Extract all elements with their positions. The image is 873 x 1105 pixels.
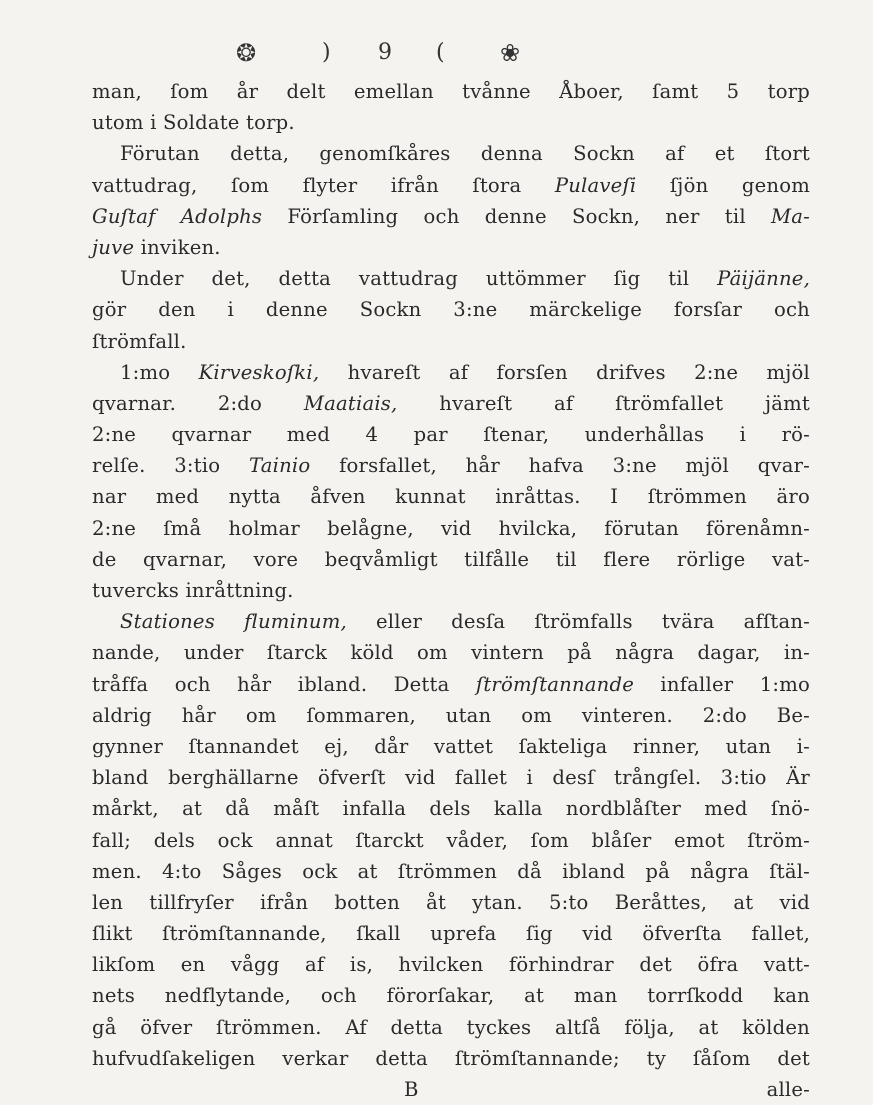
text-line (92, 918, 810, 949)
italic-text: Päijänne, (717, 267, 810, 291)
italic-text: Maatiais, (303, 391, 398, 415)
text-run: vattudrag, ſom flyter ifrån ſtora (92, 173, 555, 197)
text-line (92, 326, 810, 357)
text-run: 2:ne ſmå holmar belågne, vid hvilcka, förutan förenåmn- (92, 516, 810, 540)
text-line (92, 513, 810, 544)
text-line (92, 107, 810, 138)
text-line (92, 793, 810, 824)
text-run: qvarnar. 2:do (92, 391, 304, 415)
text-run: Förutan detta, genomſkåres denna Sockn af et ſtort (120, 142, 810, 166)
text-line (92, 980, 810, 1011)
text-run: aldrig hår om ſommaren, utan om vinteren. 2:do Be- (92, 703, 810, 727)
text-run: fall; dels ock annat ſtarckt våder, ſom blåſer emot ſtröm- (92, 828, 810, 852)
ornament-left-icon: ❂ (236, 39, 257, 67)
text-line (92, 388, 810, 419)
italic-text: Tainio (248, 454, 311, 478)
italic-text: Pulaveſi (554, 173, 637, 197)
text-run: de qvarnar, vore beqvåmligt tilfålle til flere rörlige vat- (92, 547, 810, 571)
text-run: men. 4:to Såges ock at ſtrömmen då ibland på några ſtäl- (92, 859, 810, 883)
text-line (92, 637, 810, 668)
text-line (92, 232, 810, 263)
text-run: gå öfver ſtrömmen. Af detta tyckes altſå följa, at kölden (92, 1015, 810, 1039)
text-run: hufvudſakeligen verkar detta ſtrömſtannande; ty ſåſom det (92, 1046, 810, 1070)
italic-text: ſtrömſtannande (475, 672, 635, 696)
text-line (92, 170, 810, 201)
italic-text: juve (92, 235, 135, 259)
text-run: ſtrömfall. (92, 329, 187, 353)
text-line (92, 263, 810, 294)
text-line (92, 700, 810, 731)
text-line (92, 294, 810, 325)
text-line (92, 1043, 810, 1074)
text-line (92, 419, 810, 450)
text-line (92, 357, 810, 388)
ornament-right-icon: ❀ (500, 39, 521, 67)
text-run: eller desſa ſtrömfalls tvära afſtan- (346, 610, 810, 634)
catchword: alle- (766, 1078, 810, 1101)
text-line (92, 949, 810, 980)
text-run: tråffa och hår ibland. Detta (92, 672, 476, 696)
text-line (92, 606, 810, 637)
bracket-left: ) (322, 40, 331, 65)
page-header (0, 38, 873, 78)
body-text (92, 76, 810, 1105)
text-line (92, 825, 810, 856)
text-run: ſjön genom (636, 173, 810, 197)
text-run: infaller 1:mo (634, 672, 810, 696)
text-line (92, 481, 810, 512)
text-run: gör den i denne Sockn 3:ne märckelige forsſar och (92, 298, 810, 322)
text-run: Under det, detta vattudrag uttömmer ſig til (120, 267, 718, 291)
italic-text: Kirveskoſki, (198, 360, 320, 384)
text-line (92, 669, 810, 700)
text-run: inviken. (134, 235, 221, 259)
text-run: Förſamling och denne Sockn, ner til (262, 204, 772, 228)
text-run: hvareſt af forsſen drifves 2:ne mjöl (319, 360, 811, 384)
text-run: len tillfryſer ifrån botten åt ytan. 5:to Beråttes, at vid (92, 890, 810, 914)
text-run: forsfallet, hår hafva 3:ne mjöl qvar- (310, 454, 810, 478)
text-line (92, 138, 810, 169)
text-run: nande, under ſtarck köld om vintern på några dagar, in- (92, 641, 810, 665)
text-run: likſom en vågg af is, hvilcken förhindrar det öfra vatt- (92, 953, 810, 977)
text-line (92, 762, 810, 793)
text-run: nets nedflytande, och förorſakar, at man torrſkodd kan (92, 984, 810, 1008)
text-run: ſlikt ſtrömſtannande, ſkall uprefa ſig vid öfverſta fallet, (92, 922, 810, 946)
text-run: 1:mo (120, 360, 199, 384)
text-run: bland berghällarne öfverſt vid fallet i desſ trångſel. 3:tio Är (92, 766, 810, 790)
text-line (92, 575, 810, 606)
text-line (92, 450, 810, 481)
text-line (92, 887, 810, 918)
text-line (92, 856, 810, 887)
text-run: gynner ſtannandet ej, dår vattet ſakteliga rinner, utan i- (92, 734, 810, 758)
text-line (92, 731, 810, 762)
text-run: tuvercks inråttning. (92, 579, 294, 602)
text-run: 2:ne qvarnar med 4 par ſtenar, underhållas i rö- (92, 423, 810, 447)
italic-text: Ma- (771, 204, 810, 228)
italic-text: Guſtaf Adolphs (92, 204, 263, 228)
bracket-right: ( (436, 40, 445, 65)
signature-mark: B (404, 1078, 419, 1101)
text-run: mårkt, at då måſt infalla dels kalla nordblåſter med ſnö- (92, 797, 810, 821)
text-line (92, 76, 810, 107)
italic-text: Stationes fluminum, (120, 610, 347, 634)
text-run: nar med nytta åfven kunnat inråttas. I ſtrömmen äro (92, 485, 810, 509)
text-run: man, ſom år delt emellan tvånne Åboer, ſamt 5 torp (92, 80, 810, 103)
text-line (92, 1012, 810, 1043)
text-line (92, 544, 810, 575)
text-run: utom i Soldate torp. (92, 111, 295, 135)
text-run: relſe. 3:tio (92, 454, 249, 478)
page-number: 9 (378, 40, 392, 65)
text-run: hvareſt af ſtrömfallet jämt (397, 391, 810, 415)
text-line (92, 201, 810, 232)
